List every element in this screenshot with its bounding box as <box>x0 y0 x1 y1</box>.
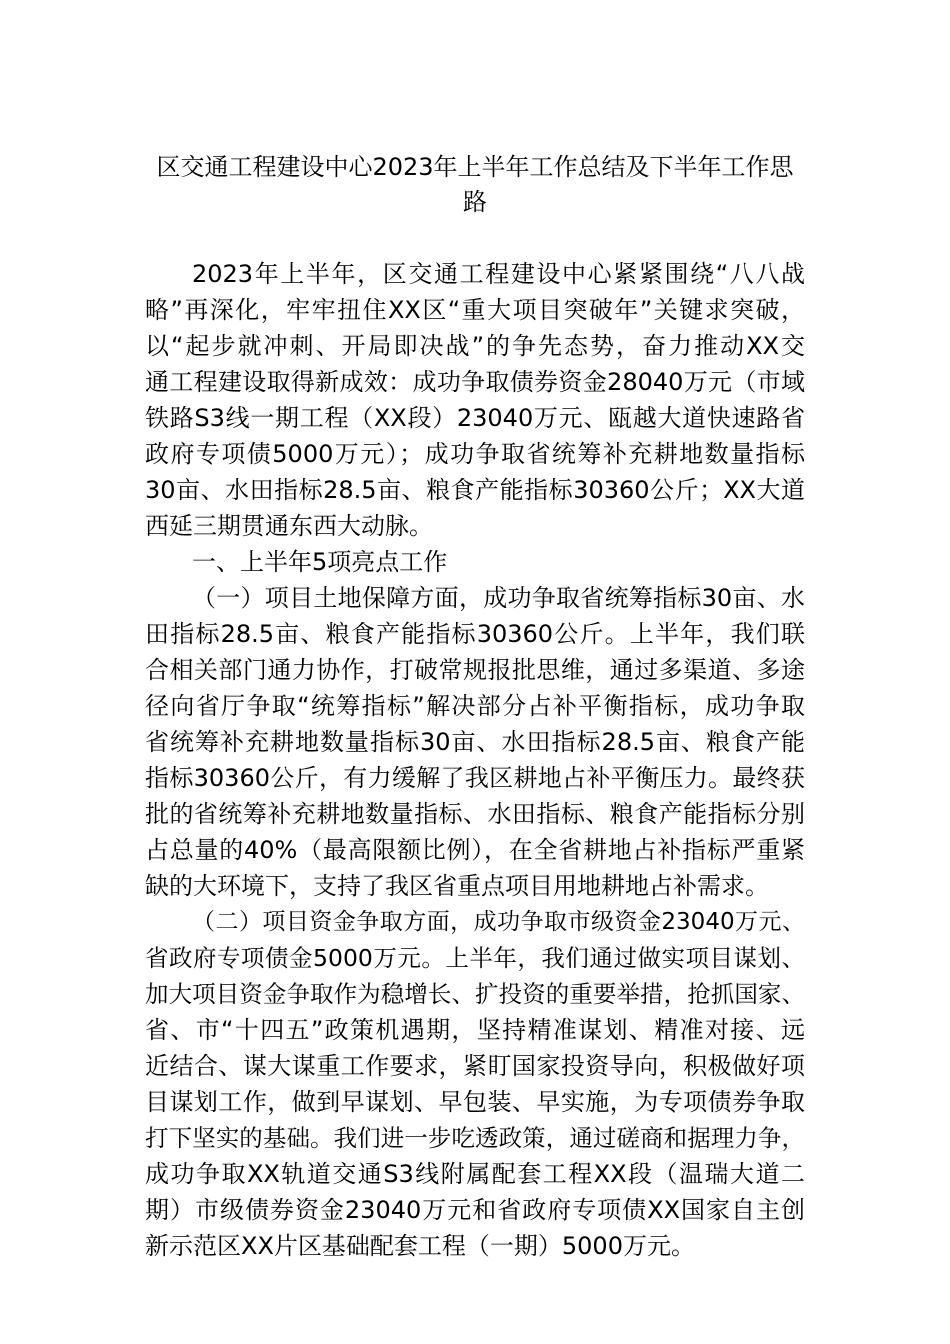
paragraph-line: 近结合、谋大谋重工作要求，紧盯国家投资导向，积极做好项 <box>145 1052 805 1080</box>
paragraph-line: 省政府专项债金5000万元。上半年，我们通过做实项目谋划、 <box>145 944 805 972</box>
paragraph-line: 新示范区XX片区基础配套工程（一期）5000万元。 <box>145 1232 695 1260</box>
intro-line: 略”再深化，牢牢扭住XX区“重大项目突破年”关键求突破， <box>145 296 805 324</box>
intro-line: 通工程建设取得新成效：成功争取债券资金28040万元（市域 <box>145 368 805 396</box>
paragraph-line: 缺的大环境下，支持了我区省重点项目用地耕地占补需求。 <box>145 872 769 900</box>
intro-line: 以“起步就冲刺、开局即决战”的争先态势，奋力推动XX交 <box>145 332 805 360</box>
paragraph-line: 目谋划工作，做到早谋划、早包装、早实施，为专项债券争取 <box>145 1088 805 1116</box>
paragraph-line: 径向省厅争取“统筹指标”解决部分占补平衡指标，成功争取 <box>145 692 805 720</box>
intro-line: 铁路S3线一期工程（XX段）23040万元、瓯越大道快速路省 <box>145 404 805 432</box>
document-title <box>145 150 805 220</box>
paragraph-line: 指标30360公斤，有力缓解了我区耕地占补平衡压力。最终获 <box>145 764 805 792</box>
paragraph-line: 加大项目资金争取作为稳增长、扩投资的重要举措，抢抓国家、 <box>145 980 805 1008</box>
paragraph-line: 打下坚实的基础。我们进一步吃透政策，通过磋商和据理力争， <box>145 1124 805 1152</box>
paragraph-line: 省统筹补充耕地数量指标30亩、水田指标28.5亩、粮食产能 <box>145 728 805 756</box>
paragraph-line: 省、市“十四五”政策机遇期，坚持精准谋划、精准对接、远 <box>145 1016 805 1044</box>
paragraph-line: 期）市级债券资金23040万元和省政府专项债XX国家自主创 <box>145 1196 805 1224</box>
intro-line: 2023年上半年，区交通工程建设中心紧紧围绕“八八战 <box>192 260 805 288</box>
document-title-line-2: 路 <box>463 188 487 216</box>
section-heading: 一、上半年5项亮点工作 <box>192 548 448 576</box>
intro-line: 政府专项债5000万元）；成功争取省统筹补充耕地数量指标 <box>145 440 805 468</box>
paragraph-line: 占总量的40%（最高限额比例），在全省耕地占补指标严重紧 <box>145 836 805 864</box>
paragraph-line: 批的省统筹补充耕地数量指标、水田指标、粮食产能指标分别 <box>145 800 805 828</box>
paragraph-line: 田指标28.5亩、粮食产能指标30360公斤。上半年，我们联 <box>145 620 805 648</box>
paragraph-line: 成功争取XX轨道交通S3线附属配套工程XX段（温瑞大道二 <box>145 1160 805 1188</box>
paragraph-line: （二）项目资金争取方面，成功争取市级资金23040万元、 <box>192 909 805 935</box>
intro-line: 西延三期贯通东西大动脉。 <box>145 512 433 540</box>
paragraph-line: （一）项目土地保障方面，成功争取省统筹指标30亩、水 <box>192 584 805 612</box>
document-title-line-1: 区交通工程建设中心2023年上半年工作总结及下半年工作思 <box>156 153 794 181</box>
intro-line: 30亩、水田指标28.5亩、粮食产能指标30360公斤；XX大道 <box>145 476 805 504</box>
paragraph-line: 合相关部门通力协作，打破常规报批思维，通过多渠道、多途 <box>145 656 805 684</box>
